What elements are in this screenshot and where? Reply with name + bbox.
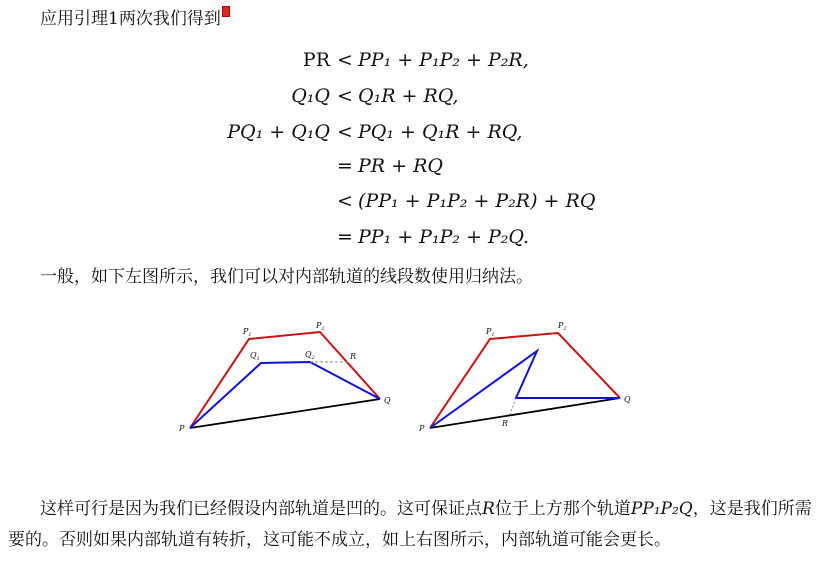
eq1-lhs: PR [302, 49, 330, 71]
track-math: PP₁P₂Q [630, 499, 693, 519]
label-Q2: $Q_2$ [305, 350, 315, 361]
eq6-rhs: PP₁ + P₁P₂ + P₂Q. [358, 226, 530, 248]
eq3-rhs: PQ₁ + Q₁R + RQ, [358, 121, 523, 143]
label-P2: $P_2$ [558, 321, 567, 332]
explanation-part-1: 这样可行是因为我们已经假设内部轨道是凹的。这可保证点 [40, 499, 482, 519]
explanation-part-2: 位于上方那个轨道 [494, 499, 631, 519]
explanation-part-3: ，这是我们所需要的。否则如果内部轨道有转折，这可能不成立，如上右图所示，内部轨道可能会更长。 [8, 499, 812, 550]
explanation-paragraph [8, 494, 820, 556]
eq5-rhs: (PP₁ + P₁P₂ + P₂R) + RQ [358, 190, 596, 212]
intro-sentence [40, 4, 230, 35]
eq3-rel: < [337, 121, 353, 143]
footnote-marker-icon[interactable] [222, 6, 230, 17]
extension-dashed-line [510, 398, 516, 414]
base-segment-pq [430, 398, 620, 428]
eq1-rhs: PP₁ + P₁P₂ + P₂R, [358, 49, 529, 71]
eq4-rel: = [337, 155, 353, 177]
eq2-rhs: Q₁R + RQ, [358, 85, 459, 107]
label-R: R [502, 419, 509, 428]
eq2-rel: < [337, 85, 353, 107]
label-P1: $P_1$ [486, 327, 495, 338]
point-R-math: R [482, 499, 495, 519]
base-segment-pq [190, 399, 380, 428]
label-R: R [350, 352, 357, 361]
inner-track [190, 362, 380, 428]
eq3-lhs: PQ₁ + Q₁Q [227, 121, 330, 143]
eq4-rhs: PR + RQ [358, 155, 443, 177]
induction-sentence: 一般，如下左图所示，我们可以对内部轨道的线段数使用归纳法。 [40, 267, 533, 287]
label-P1: $P_1$ [243, 327, 252, 338]
inner-track [430, 351, 620, 428]
left-figure [170, 315, 400, 440]
label-Q: Q [624, 395, 631, 404]
label-Q1: $Q_1$ [250, 351, 260, 362]
intro-text: 应用引理1两次我们得到 [40, 9, 221, 29]
eq6-rel: = [337, 226, 353, 248]
label-P: P [179, 424, 185, 433]
label-P: P [419, 424, 425, 433]
eq2-lhs: Q₁Q [291, 85, 330, 107]
label-P2: $P_2$ [316, 321, 325, 332]
eq5-rel: < [337, 190, 353, 212]
right-figure [410, 315, 640, 440]
eq1-rel: < [337, 49, 353, 71]
label-Q: Q [384, 396, 391, 405]
